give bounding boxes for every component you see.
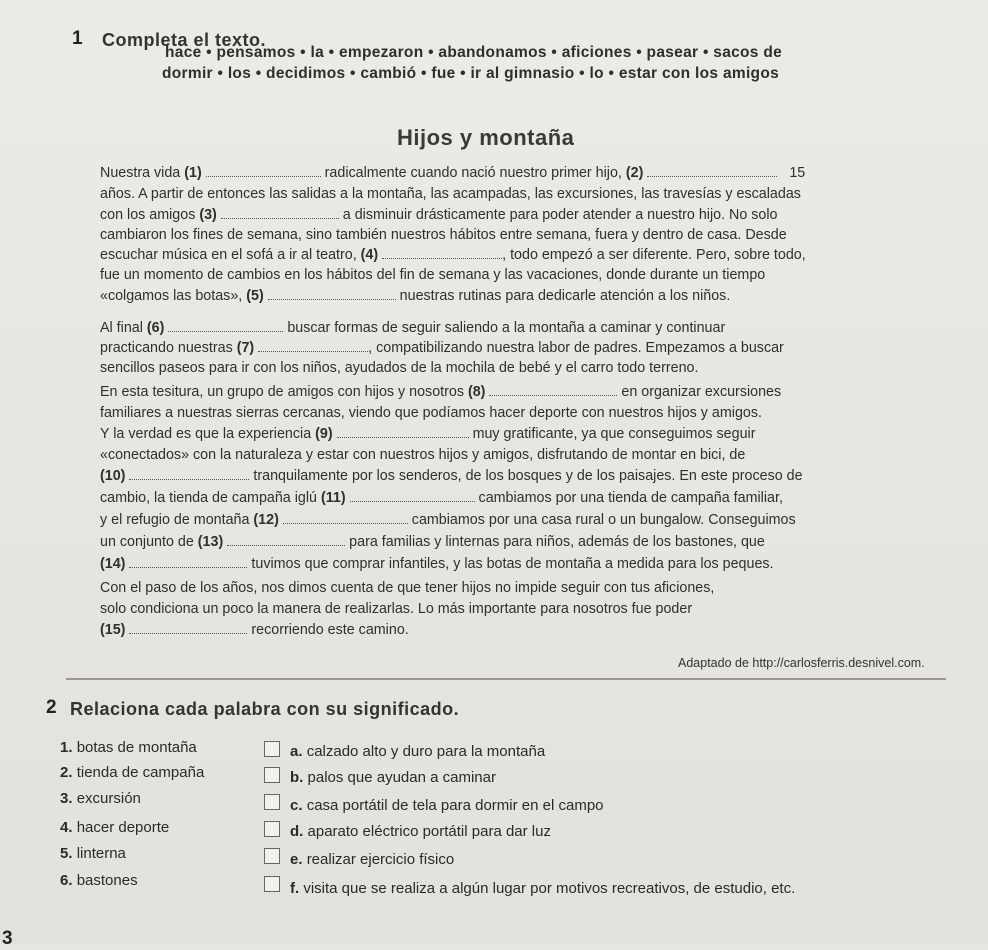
text-line-11 (100, 384, 781, 400)
blank-label-3: (3) (199, 207, 217, 223)
word-bank-line-2: dormir • los • decidimos • cambió • fue • ir al gimnasio • lo • estar con los amigos (162, 65, 780, 82)
term-text: hacer deporte (76, 819, 170, 836)
blank-label-9: (9) (315, 426, 333, 442)
definition-item (290, 769, 496, 786)
text-segment: cambio, la tienda de campaña iglú (100, 490, 321, 506)
definition-letter: d. (290, 823, 304, 840)
text-segment: tuvimos que comprar infantiles, y las botas de montaña a medida para los peques. (247, 556, 774, 572)
exercise-2-number: 2 (46, 697, 57, 718)
blank-label-10: (10) (100, 468, 126, 484)
text-line-7 (100, 288, 730, 304)
blank-label-5: (5) (246, 288, 264, 304)
definition-item (290, 797, 604, 814)
blank-label-12: (12) (253, 512, 279, 528)
definition-letter: f. (290, 880, 300, 897)
blank-label-2: (2) (625, 165, 644, 181)
text-segment: nuestras rutinas para dedicarle atención a los niños. (395, 288, 731, 304)
text-line-9 (100, 340, 784, 356)
definition-letter: b. (290, 769, 304, 786)
text-segment: recorriendo este camino. (247, 622, 409, 638)
blank-label-1: (1) (184, 165, 202, 181)
text-segment: 15 (789, 165, 806, 181)
answer-checkbox[interactable] (264, 794, 280, 810)
definition-letter: a. (290, 743, 303, 760)
definition-text: aparato eléctrico portátil para dar luz (307, 823, 551, 840)
blank-14[interactable] (129, 557, 247, 568)
text-segment: cambiamos por una casa rural o un bungalow. Conseguimos (407, 512, 796, 528)
term-number: 2. (60, 764, 73, 781)
term-item (60, 819, 169, 836)
blank-1[interactable] (206, 166, 321, 177)
text-line-3 (100, 207, 778, 223)
text-segment: con los amigos (100, 207, 200, 223)
blank-2[interactable] (647, 166, 777, 177)
blank-12[interactable] (283, 513, 408, 524)
text-line-18 (100, 534, 765, 550)
definition-letter: c. (290, 797, 303, 814)
text-segment: Nuestra vida (100, 165, 185, 181)
text-line-12: familiares a nuestras sierras cercanas, viendo que podíamos hacer deporte con nuestros hijos y amigos. (100, 405, 762, 421)
text-line-19 (100, 556, 774, 572)
text-segment: practicando nuestras (100, 340, 237, 356)
definition-item (290, 743, 545, 760)
blank-15[interactable] (129, 623, 247, 634)
text-segment: a disminuir drásticamente para poder atender a nuestro hijo. No solo (338, 207, 778, 223)
definition-text: calzado alto y duro para la montaña (306, 743, 546, 760)
text-line-20: Con el paso de los años, nos dimos cuenta de que tener hijos no impide seguir con tus aficiones, (100, 580, 715, 596)
answer-checkbox[interactable] (264, 821, 280, 837)
blank-label-13: (13) (197, 534, 224, 550)
blank-label-7: (7) (236, 340, 255, 356)
term-number: 6. (60, 872, 73, 889)
term-text: botas de montaña (76, 739, 197, 756)
answer-checkbox[interactable] (264, 741, 280, 757)
blank-13[interactable] (227, 535, 345, 546)
term-number: 4. (60, 819, 73, 836)
term-text: bastones (76, 872, 138, 889)
text-line-17 (100, 512, 796, 528)
text-segment: cambiamos por una tienda de campaña familiar, (474, 490, 783, 506)
text-line-21: solo condiciona un poco la manera de realizarlas. Lo más importante para nosotros fue poder (100, 601, 693, 617)
definition-text: palos que ayudan a caminar (307, 769, 496, 786)
section-divider (66, 678, 946, 680)
definition-item (290, 851, 454, 868)
text-line-15 (100, 468, 803, 484)
text-title: Hijos y montaña (397, 125, 575, 150)
term-number: 5. (60, 845, 73, 862)
term-text: tienda de campaña (76, 764, 205, 781)
blank-11[interactable] (350, 491, 475, 502)
text-line-2: años. A partir de entonces las salidas a la montaña, las acampadas, las excursiones, las travesías y escaladas (100, 186, 801, 202)
text-line-5 (100, 247, 806, 263)
term-item (60, 872, 138, 889)
blank-label-11: (11) (320, 490, 346, 506)
blank-label-4: (4) (360, 247, 379, 263)
text-line-4: cambiaron los fines de semana, sino también nuestros hábitos entre semana, fuera y dentro de casa. Desde (100, 227, 787, 243)
blank-5[interactable] (268, 289, 396, 300)
blank-7[interactable] (258, 341, 368, 352)
text-line-13 (100, 426, 755, 442)
exercise-1-number: 1 (72, 28, 83, 49)
text-segment: radicalmente cuando nació nuestro primer hijo, (320, 165, 626, 181)
blank-6[interactable] (168, 321, 283, 332)
term-text: linterna (76, 845, 126, 862)
term-number: 3. (60, 790, 73, 807)
blank-label-6: (6) (146, 320, 165, 336)
definition-text: realizar ejercicio físico (306, 851, 455, 868)
text-line-10: sencillos paseos para ir con los niños, ayudados de la mochila de bebé y el carro todo terreno. (100, 360, 699, 376)
text-line-8 (100, 320, 725, 336)
text-line-1 (100, 165, 805, 181)
text-line-6: fue un momento de cambios en los hábitos del fin de semana y las vacaciones, donde durante un tiempo (100, 267, 766, 283)
term-item (60, 790, 141, 807)
exercise-3-number: 3 (2, 928, 13, 949)
text-segment: Al final (100, 320, 147, 336)
text-segment: buscar formas de seguir saliendo a la montaña a caminar y continuar (283, 320, 726, 336)
text-segment: un conjunto de (100, 534, 198, 550)
text-segment: en organizar excursiones (617, 384, 782, 400)
text-segment: para familias y linternas para niños, además de los bastones, que (345, 534, 765, 550)
answer-checkbox[interactable] (264, 876, 280, 892)
text-segment: , todo empezó a ser diferente. Pero, sobre todo, (502, 247, 806, 263)
source-credit: Adaptado de http://carlosferris.desnivel.com. (678, 656, 925, 670)
answer-checkbox[interactable] (264, 767, 280, 783)
definition-item (290, 880, 795, 897)
word-bank-line-1: hace • pensamos • la • empezaron • abandonamos • aficiones • pasear • sacos de (165, 44, 783, 61)
answer-checkbox[interactable] (264, 848, 280, 864)
blank-label-15: (15) (100, 622, 126, 638)
term-text: excursión (76, 790, 141, 807)
text-segment: Y la verdad es que la experiencia (100, 426, 316, 442)
text-line-22 (100, 622, 409, 638)
blank-label-8: (8) (467, 384, 486, 400)
term-number: 1. (60, 739, 73, 756)
text-segment: «colgamos las botas», (100, 288, 247, 304)
definition-letter: e. (290, 851, 303, 868)
blank-label-14: (14) (100, 556, 126, 572)
term-item (60, 739, 197, 756)
definition-text: visita que se realiza a algún lugar por motivos recreativos, de estudio, etc. (303, 880, 796, 897)
exercise-1-instruction: Completa el texto. (102, 30, 267, 50)
definition-item (290, 823, 551, 840)
blank-4[interactable] (382, 248, 502, 259)
text-segment: tranquilamente por los senderos, de los bosques y de los paisajes. En este proceso de (249, 468, 803, 484)
definition-text: casa portátil de tela para dormir en el campo (306, 797, 604, 814)
text-segment: escuchar música en el sofá a ir al teatro, (100, 247, 361, 263)
blank-3[interactable] (221, 208, 339, 219)
text-segment: y el refugio de montaña (100, 512, 254, 528)
text-segment: En esta tesitura, un grupo de amigos con hijos y nosotros (100, 384, 468, 400)
term-item (60, 845, 126, 862)
text-line-16 (100, 490, 783, 506)
text-line-14: «conectados» con la naturaleza y estar con nuestros hijos y amigos, disfrutando de montar en bici, de (100, 447, 746, 463)
exercise-2-instruction: Relaciona cada palabra con su significado. (70, 699, 460, 719)
blank-9[interactable] (337, 427, 469, 438)
blank-8[interactable] (489, 385, 617, 396)
text-segment: muy gratificante, ya que conseguimos seguir (468, 426, 756, 442)
blank-10[interactable] (129, 469, 249, 480)
text-segment: , compatibilizando nuestra labor de padres. Empezamos a buscar (368, 340, 784, 356)
term-item (60, 764, 204, 781)
